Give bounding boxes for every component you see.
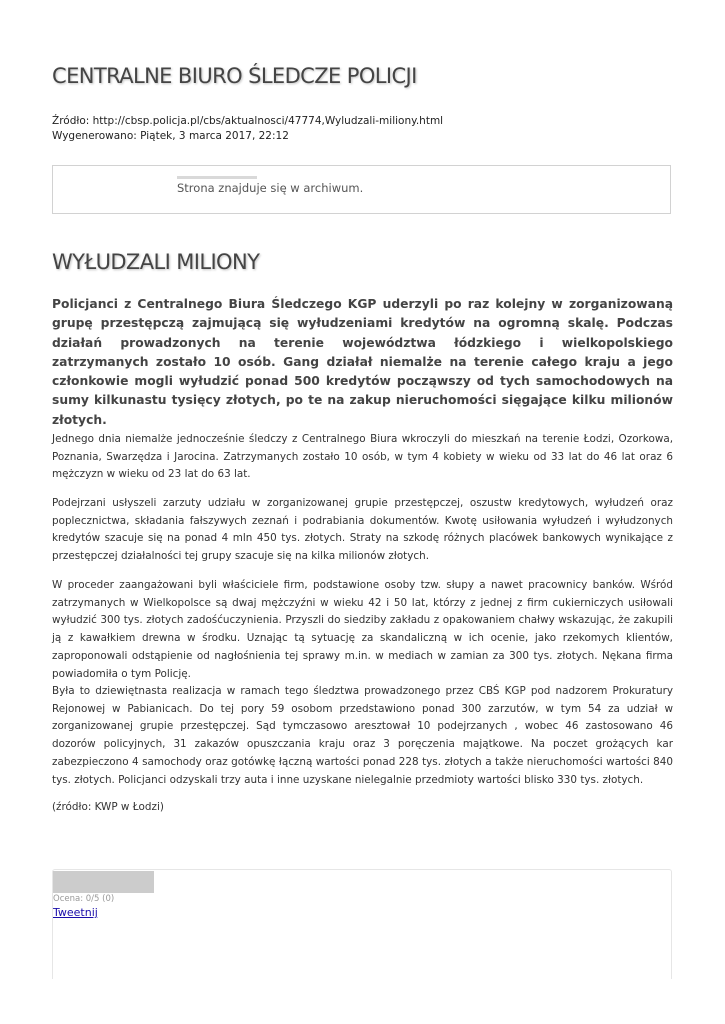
article-paragraph: Podejrzani usłyszeli zarzuty udziału w zorganizowanej grupie przestępczej, oszustw kredytowych, wyłudzeń oraz poplecznictwa, składania fałszywych zeznań i podrabiania dokumentów. Kwotę usiłowania wyłudzeń i wyłudzonych kredytów szacuje się na ponad 4 mln 450 tys. złotych. Straty na szkodę różnych placówek bankowych wynikające z przestępczej działalności tej grupy szacuje się na kilka milionów złotych. <box>52 497 673 563</box>
rating-text: Ocena: 0/5 (0) <box>53 894 115 904</box>
article-lead: Policjanci z Centralnego Biura Śledczego KGP uderzyli po raz kolejny w zorganizowaną grupę przestępczą zajmującą się wyłudzeniami kredytów na ogromną skalę. Podczas działań prowadzonych na terenie województwa łódzkiego i wielkopolskiego zatrzymanych zostało 10 osób. Gang działał niemalże na terenie całego kraju a jego członkowie mogli wyłudzić ponad 500 kredytów począwszy od tych samochodowych na sumy kilkunastu tysięcy złotych, po te na zakup nieruchomości sięgające kilku milionów złotych. <box>52 297 673 427</box>
rating-stars-widget[interactable] <box>53 871 154 893</box>
article-title: WYŁUDZALI MILIONY <box>52 250 260 274</box>
article-paragraph: W proceder zaangażowani byli właściciele firm, podstawione osoby tzw. słupy a nawet pracownicy banków. Wśród zatrzymanych w Wielkopolsce są dwaj mężczyźni w wieku 42 i 50 lat, którzy z jednej z firm cukierniczych usiłowali wyłudzić 300 tys. złotych zadośćuczynienia. Przyszli do siedziby zakładu z opakowaniem chałwy wskazując, że zakupili ją z kawałkiem drewna w środku. Uznając tą sytuację za skandaliczną w ich ocenie, jako rzekomych klientów, zaproponowali odstąpienie od nagłośnienia tej sprawy m.in. w mediach w zamian za 300 tys. złotych. Nękana firma powiadomiła o tym Policję. <box>52 579 673 680</box>
archive-notice-text: Strona znajduje się w archiwum. <box>177 181 364 195</box>
article-paragraph: Była to dziewiętnasta realizacja w ramach tego śledztwa prowadzonego przez CBŚ KGP pod nadzorem Prokuratury Rejonowej w Pabianicach. Do tej pory 59 osobom przedstawiono ponad 300 zarzutów, w tym 54 za udział w zorganizowanej grupie przestępczej. Sąd tymczasowo aresztował 10 podejrzanych , wobec 46 zastosowano 46 dozorów policyjnych, 31 zakazów opuszczania kraju oraz 3 poręczenia majątkowe. Na poczet grożących kar zabezpieczono 4 samochody oraz gotówkę łączną wartości ponad 228 tys. złotych a także nieruchomości wartości 840 tys. złotych. Policjanci odzyskali trzy auta i inne uzyskane nielegalnie przedmioty wartości blisko 330 tys. złotych. <box>52 685 673 786</box>
archive-notice-bar <box>177 176 257 179</box>
source-url-line: Źródło: http://cbsp.policja.pl/cbs/aktualnosci/47774,Wyludzali-miliony.html <box>52 115 444 127</box>
tweet-link[interactable]: Tweetnij <box>53 906 98 919</box>
article-paragraph: Jednego dnia niemalże jednocześnie śledczy z Centralnego Biura wkroczyli do mieszkań na terenie Łodzi, Ozorkowa, Poznania, Swarzędza i Jarocina. Zatrzymanych zostało 10 osób, w tym 4 kobiety w wieku od 33 lat do 46 lat oraz 6 mężczyzn w wieku od 23 lat do 63 lat. <box>52 433 673 481</box>
meta-info <box>52 114 443 143</box>
archive-notice <box>52 165 671 214</box>
article-source: (źródło: KWP w Łodzi) <box>52 801 164 813</box>
generated-date-line: Wygenerowano: Piątek, 3 marca 2017, 22:12 <box>52 129 289 142</box>
rating-box <box>52 869 672 979</box>
site-title: CENTRALNE BIURO ŚLEDCZE POLICJI <box>52 64 417 88</box>
